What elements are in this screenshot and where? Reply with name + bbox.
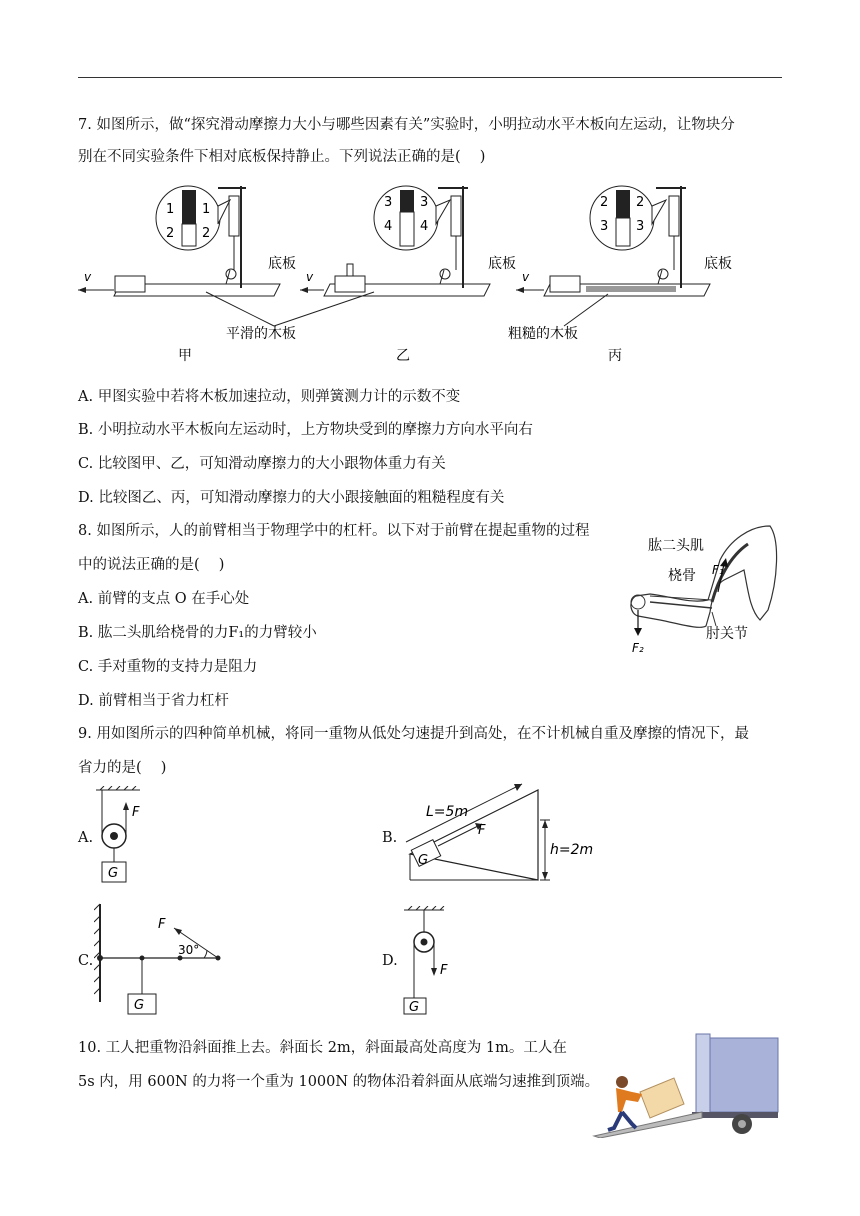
- q9-figure-c: [94, 902, 234, 1018]
- q8-f2-label: F₂: [632, 641, 644, 655]
- q7-rough-board-label: 粗糙的木板: [508, 326, 578, 342]
- q7-yi-scale-3r: 3: [420, 195, 429, 210]
- q7-yi-scale-4r: 4: [420, 219, 429, 234]
- q9-stem-line2: 省力的是( ): [78, 760, 167, 776]
- q8-option-c: C. 手对重物的支持力是阻力: [78, 659, 258, 675]
- q9-figure-a: [96, 786, 166, 886]
- q9-option-c-label: C.: [78, 953, 94, 969]
- q7-jia-scale-1: 1: [166, 202, 175, 217]
- q9-b-height: h=2m: [550, 842, 594, 858]
- q9-c-force: F: [158, 917, 166, 932]
- q7-figure: [78, 178, 758, 364]
- q8-biceps-label: 肱二头肌: [648, 538, 704, 554]
- q7-bing-v: v: [522, 270, 530, 284]
- q8-stem-line2: 中的说法正确的是( ): [78, 557, 225, 573]
- q7-caption-bing: 丙: [608, 348, 622, 364]
- q7-stem-line1: 7. 如图所示，做“探究滑动摩擦力大小与哪些因素有关”实验时，小明拉动水平木板向左运动，让物块分: [78, 117, 735, 133]
- q7-caption-jia: 甲: [178, 348, 192, 364]
- q9-option-b-label: B.: [382, 830, 398, 846]
- q9-c-angle: 30°: [178, 943, 200, 957]
- q8-option-b: B. 肱二头肌给桡骨的力F₁的力臂较小: [78, 625, 317, 641]
- q8-option-a: A. 前臂的支点 O 在手心处: [78, 591, 250, 607]
- q9-figure-b: [398, 772, 608, 888]
- q10-worker-truck-illustration: [592, 1032, 782, 1138]
- q7-yi-scale-4: 4: [384, 219, 393, 234]
- q9-c-weight: G: [134, 998, 145, 1013]
- q7-jia-scale-2: 2: [166, 226, 175, 241]
- q7-yi-v: v: [306, 270, 314, 284]
- q9-a-force: F: [132, 805, 140, 820]
- q7-bing-scale-2: 2: [600, 195, 609, 210]
- q7-yi-scale-3: 3: [384, 195, 393, 210]
- q7-caption-yi: 乙: [396, 348, 410, 364]
- q7-option-b: B. 小明拉动水平木板向左运动时，上方物块受到的摩擦力方向水平向右: [78, 422, 533, 438]
- q9-d-weight: G: [409, 1000, 420, 1015]
- q9-option-a-label: A.: [78, 830, 94, 846]
- q7-bing-scale-3r: 3: [636, 219, 645, 234]
- q7-jia-scale-2r: 2: [202, 226, 211, 241]
- header-rule: [78, 77, 782, 78]
- q7-smooth-board-label: 平滑的木板: [226, 326, 296, 342]
- q7-panel-yi: [300, 186, 516, 364]
- q7-jia-scale-1r: 1: [202, 202, 211, 217]
- q10-stem-line2: 5s 内，用 600N 的力将一个重为 1000N 的物体沿着斜面从底端匀速推到顶端。: [78, 1074, 600, 1090]
- q7-option-a: A. 甲图实验中若将木板加速拉动，则弹簧测力计的示数不变: [78, 389, 461, 405]
- q7-option-d: D. 比较图乙、丙，可知滑动摩擦力的大小跟接触面的粗糙程度有关: [78, 490, 505, 506]
- q7-stem-line2: 别在不同实验条件下相对底板保持静止。下列说法正确的是( ): [78, 149, 486, 165]
- q7-bing-scale-2r: 2: [636, 195, 645, 210]
- q9-b-force: F: [478, 823, 486, 838]
- q8-f1-label: F₁: [712, 563, 724, 577]
- q9-stem-line1: 9. 用如图所示的四种简单机械，将同一重物从低处匀速提升到高处，在不计机械自重及摩擦的情况下，最: [78, 726, 749, 742]
- q7-jia-v: v: [84, 270, 92, 284]
- q8-elbow-label: 肘关节: [706, 626, 748, 642]
- q9-d-force: F: [440, 963, 448, 978]
- q9-option-d-label: D.: [382, 953, 398, 969]
- q10-stem-line1: 10. 工人把重物沿斜面推上去。斜面长 2m，斜面最高处高度为 1m。工人在: [78, 1040, 567, 1056]
- q8-arm-figure: [620, 520, 785, 658]
- q9-b-weight: G: [418, 853, 429, 868]
- q7-bing-base: 底板: [704, 256, 732, 272]
- q8-option-d: D. 前臂相当于省力杠杆: [78, 693, 229, 709]
- q7-option-c: C. 比较图甲、乙，可知滑动摩擦力的大小跟物体重力有关: [78, 456, 446, 472]
- q9-a-weight: G: [108, 866, 119, 881]
- q7-bing-scale-3: 3: [600, 219, 609, 234]
- q9-figure-d: [400, 906, 470, 1016]
- q8-stem-line1: 8. 如图所示，人的前臂相当于物理学中的杠杆。以下对于前臂在提起重物的过程: [78, 523, 590, 539]
- q8-radius-label: 桡骨: [668, 568, 696, 584]
- q9-b-length: L=5m: [426, 804, 469, 820]
- q7-yi-base: 底板: [488, 256, 516, 272]
- q7-jia-base: 底板: [268, 256, 296, 272]
